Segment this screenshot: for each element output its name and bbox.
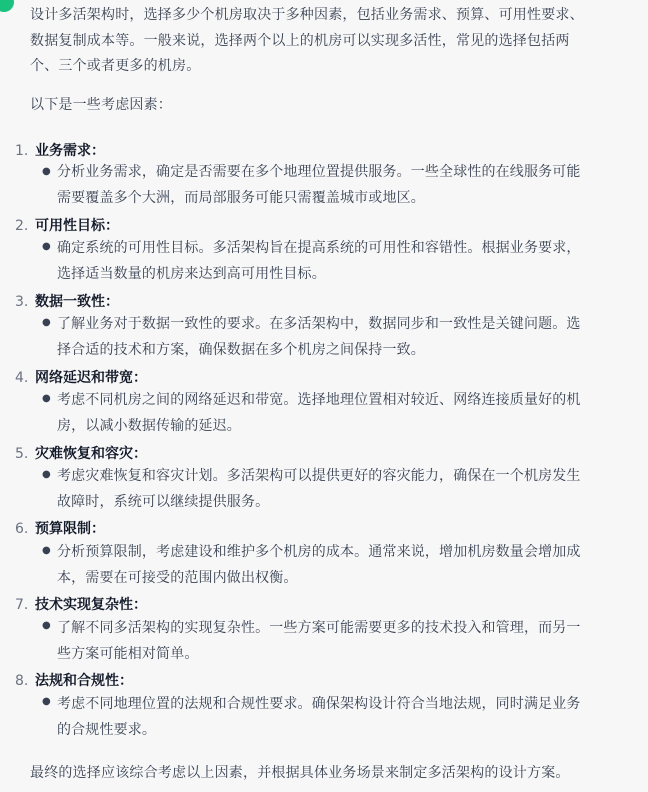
list-item-title [15,215,119,237]
bullet-icon: ● [42,317,51,328]
list-item-label: 可用性目标： [35,218,119,234]
list-item-body: 分析业务需求，确定是否需要在多个地理位置提供服务。一些全球性的在线服务可能需要覆盖多个大洲，而局部服务可能只需覆盖城市或地区。 [57,164,581,206]
bullet-icon: ● [42,620,51,631]
list-item-number: 2. [15,218,29,234]
bullet-icon: ● [42,166,51,177]
list-item-label: 数据一致性： [35,294,119,310]
list-item-label: 预算限制： [35,521,105,537]
bullet-icon: ● [42,545,51,556]
intro-paragraph: 设计多活架构时，选择多少个机房取决于多种因素，包括业务需求、预算、可用性要求、数据复制成本等。一般来说，选择两个以上的机房可以实现多活性，常见的选择包括两个、三个或者更多的机房。 [30,7,584,74]
list-item-number: 5. [15,446,29,462]
list-item-label: 技术实现复杂性： [35,597,147,613]
list-item-number: 8. [15,673,29,689]
list-item-number: 1. [15,143,29,159]
list-item-number: 6. [15,521,29,537]
list-item-title [15,594,147,616]
list-item-number: 4. [15,370,29,386]
list-item-title [15,670,133,692]
list-item-body: 考虑不同地理位置的法规和合规性要求。确保架构设计符合当地法规，同时满足业务的合规性要求。 [57,696,581,738]
list-item-label: 网络延迟和带宽： [35,370,147,386]
lead-paragraph: 以下是一些考虑因素： [30,97,172,113]
list-item-label: 法规和合规性： [35,673,133,689]
bullet-icon: ● [42,393,51,404]
list-item-body: 了解不同多活架构的实现复杂性。一些方案可能需要更多的技术投入和管理，而另一些方案可能相对简单。 [57,620,581,662]
list-item-body: 了解业务对于数据一致性的要求。在多活架构中，数据同步和一致性是关键问题。选择合适的技术和方案，确保数据在多个机房之间保持一致。 [57,316,581,358]
list-item-number: 3. [15,294,29,310]
list-item-title [15,443,147,465]
list-item-body: 考虑灾难恢复和容灾计划。多活架构可以提供更好的容灾能力，确保在一个机房发生故障时，系统可以继续提供服务。 [57,468,581,510]
bullet-icon: ● [42,696,51,707]
conclusion-paragraph: 最终的选择应该综合考虑以上因素，并根据具体业务场景来制定多活架构的设计方案。 [30,765,570,781]
list-item-number: 7. [15,597,29,613]
list-item-body: 考虑不同机房之间的网络延迟和带宽。选择地理位置相对较近、网络连接质量好的机房，以减小数据传输的延迟。 [57,392,581,434]
assistant-avatar-icon [0,0,14,12]
list-item-title [15,140,105,162]
list-item-title [15,518,105,540]
list-item-label: 业务需求： [35,143,105,159]
list-item-title [15,291,119,313]
list-item-title [15,367,147,389]
list-item-body: 确定系统的可用性目标。多活架构旨在提高系统的可用性和容错性。根据业务要求，选择适当数量的机房来达到高可用性目标。 [57,240,581,282]
bullet-icon: ● [42,241,51,252]
bullet-icon: ● [42,469,51,480]
list-item-label: 灾难恢复和容灾： [35,446,147,462]
list-item-body: 分析预算限制，考虑建设和维护多个机房的成本。通常来说，增加机房数量会增加成本，需要在可接受的范围内做出权衡。 [57,544,581,586]
